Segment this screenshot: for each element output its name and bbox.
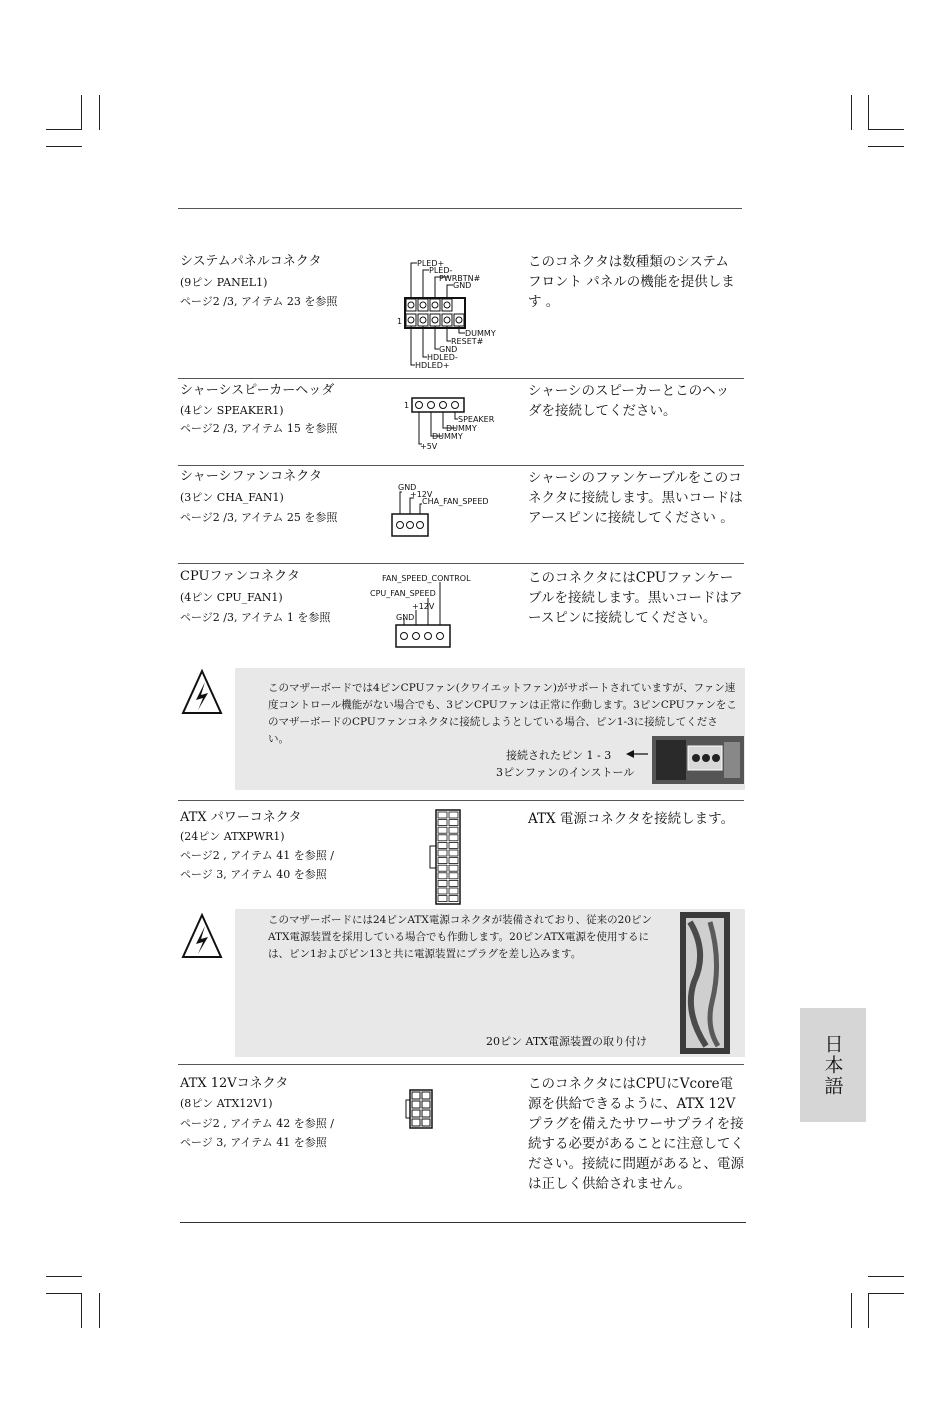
divider: [178, 800, 744, 801]
pin-label: DUMMY: [432, 432, 463, 441]
pin-cell: [449, 850, 458, 856]
pin-label: DUMMY: [446, 424, 477, 433]
pin-label: PLED-: [429, 266, 453, 275]
section-ref: ページ2 /3, アイテム 23 を参照: [180, 295, 338, 308]
pin-label: DUMMY: [465, 329, 496, 338]
divider: [178, 563, 744, 564]
speaker-connector-diagram: [400, 394, 500, 454]
section-description: このコネクタにはCPUにVcore電源を供給できるように、ATX 12Vプラグを備えたサワーサプライを接続する必要があることに注意してください。接続に問題があると、電源は正しく供給されません。: [528, 1076, 744, 1192]
divider: [178, 1064, 744, 1065]
section-ref: ページ 3, アイテム 40 を参照: [180, 868, 327, 881]
warning-caption: 20ピン ATX電源装置の取り付け: [486, 1035, 648, 1048]
pin-label: CHA_FAN_SPEED: [422, 497, 489, 506]
bottom-rule: [180, 1222, 746, 1223]
pin-label: SPEAKER: [458, 415, 495, 424]
top-rule: [178, 208, 742, 209]
warning-text: このマザーボードには24ピンATX電源コネクタが装備されており、従来の20ピンATX電源装置を採用している場合でも作動します。20ピンATX電源を使用するには、ピン1およびピン13と共に電源装置にプラグを差し込みます。: [268, 914, 652, 960]
warning-icon: [180, 912, 224, 962]
section-ref: ページ2 /3, アイテム 15 を参照: [180, 422, 338, 435]
pin-cell: [449, 880, 458, 886]
pin-label: +12V: [410, 490, 433, 499]
pin-cell: [438, 827, 447, 833]
chassis-fan-diagram: [388, 478, 498, 540]
pin-cell: [449, 812, 458, 818]
language-tab-label: 日本語: [821, 1033, 844, 1097]
pin-cell: [438, 896, 447, 902]
section-ref: ページ2 , アイテム 42 を参照 /: [180, 1117, 334, 1130]
pin-cell: [438, 873, 447, 879]
section-title: ATX 12Vコネクタ: [180, 1076, 289, 1091]
section-subtitle: (4ピン CPU_FAN1): [180, 591, 283, 604]
section-ref: ページ2 , アイテム 41 を参照 /: [180, 849, 334, 862]
pin-label: GND: [453, 281, 472, 290]
fan-install-photo: [652, 736, 744, 784]
divider: [178, 378, 744, 379]
pin-label: GND: [439, 345, 458, 354]
pin-cell: [438, 835, 447, 841]
pin-cell: [449, 858, 458, 864]
pin-cell: [449, 820, 458, 826]
pin-cell: [449, 896, 458, 902]
pin-label: PLED+: [417, 259, 445, 268]
section-subtitle: (9ピン PANEL1): [180, 276, 268, 289]
section-title: シャーシスピーカーヘッダ: [180, 383, 335, 398]
panel-connector-diagram: [395, 255, 505, 375]
divider: [178, 465, 744, 466]
pin-cell: [438, 888, 447, 894]
pin-label: GND: [398, 483, 417, 492]
pin-label: HDLED-: [427, 353, 458, 362]
section-title: シャーシファンコネクタ: [180, 469, 322, 484]
pin-cell: [449, 842, 458, 848]
section-ref: ページ2 /3, アイテム 25 を参照: [180, 511, 338, 524]
section-description: シャーシのスピーカーとこのヘッダを接続してください。: [528, 383, 730, 419]
atx-12v-diagram: [404, 1088, 434, 1130]
pin-label: GND: [396, 613, 415, 622]
pin-cell: [438, 865, 447, 871]
pin-one-label: 1: [404, 401, 410, 410]
pin-cell: [449, 827, 458, 833]
language-tab: [800, 1008, 866, 1122]
section-subtitle: (8ピン ATX12V1): [180, 1097, 273, 1110]
pin-label: FAN_SPEED_CONTROL: [382, 574, 471, 583]
warning-caption-install: 3ピンファンのインストール: [496, 766, 635, 779]
pin-cell: [449, 835, 458, 841]
section-description: シャーシのファンケーブルをこのコネクタに接続します。黒いコードはアースピンに接続してください 。: [528, 470, 743, 526]
atx-power-diagram: [428, 808, 462, 906]
pin-cell: [449, 873, 458, 879]
pin-cell: [438, 842, 447, 848]
atx-install-photo: [680, 912, 730, 1054]
pin-cell: [438, 858, 447, 864]
pin-label: RESET#: [451, 337, 484, 346]
section-title: CPUファンコネクタ: [180, 569, 300, 584]
pin-label: PWRBTN#: [439, 274, 481, 283]
section-title: システムパネルコネクタ: [180, 254, 322, 269]
warning-text: このマザーボードでは4ピンCPUファン(クワイエットファン)がサポートされていますが、ファン速度コントロール機能がない場合でも、3ピンCPUファンは正常に作動します。3ピンCPUファンをこのマザーボードのCPUファンコネクタに接続しようとしている場合、ピン1-3に接続してください。: [268, 682, 737, 745]
pin-cell: [449, 865, 458, 871]
pin-cell: [438, 850, 447, 856]
section-description: ATX 電源コネクタを接続します。: [528, 811, 735, 827]
warning-caption-pins: 接続されたピン 1 - 3: [506, 749, 612, 762]
section-ref: ページ 3, アイテム 41 を参照: [180, 1136, 327, 1149]
cpu-fan-diagram: [368, 570, 480, 650]
section-title: ATX パワーコネクタ: [180, 810, 302, 825]
pin-cell: [438, 820, 447, 826]
pin-label: +5V: [420, 442, 438, 451]
pin-cell: [449, 888, 458, 894]
section-description: このコネクタは数種類のシステム フロント パネルの機能を提供します 。: [528, 254, 735, 310]
section-subtitle: (4ピン SPEAKER1): [180, 404, 284, 417]
section-subtitle: (3ピン CHA_FAN1): [180, 491, 284, 504]
section-subtitle: (24ピン ATXPWR1): [180, 830, 285, 843]
pin-one-label: 1: [397, 317, 403, 326]
warning-icon: [180, 668, 224, 718]
arrow-left-icon: [626, 749, 650, 759]
pin-label: HDLED+: [415, 361, 450, 370]
section-ref: ページ2 /3, アイテム 1 を参照: [180, 611, 331, 624]
pin-cell: [438, 880, 447, 886]
pin-label: +12V: [412, 602, 435, 611]
pin-label: CPU_FAN_SPEED: [370, 589, 436, 598]
pin-cell: [438, 812, 447, 818]
section-description: このコネクタにはCPUファンケーブルを接続します。黒いコードはアースピンに接続してください。: [528, 570, 743, 626]
